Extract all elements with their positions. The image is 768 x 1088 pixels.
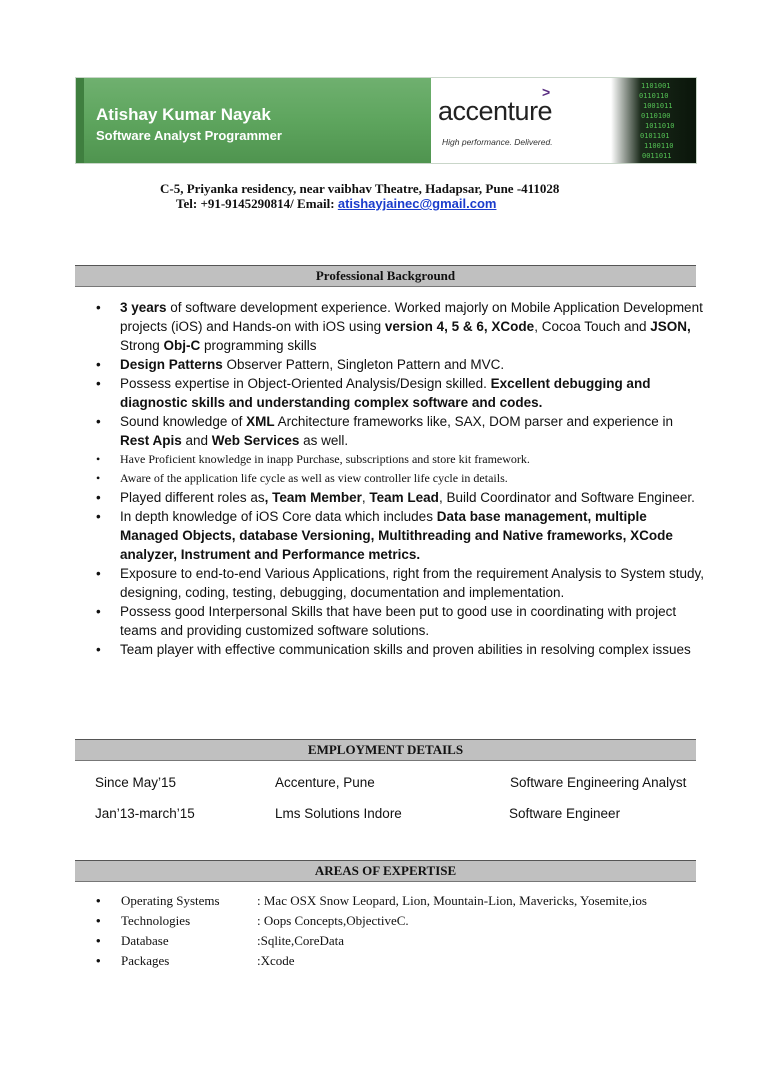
list-item: • Team player with effective communication skills and proven abilities in resolving complex issues bbox=[96, 640, 706, 659]
email-link[interactable]: atishayjainec@gmail.com bbox=[337, 196, 497, 211]
svg-text:1100110: 1100110 bbox=[644, 142, 674, 150]
list-item bbox=[96, 933, 345, 953]
list-item: • Possess expertise in Object-Oriented Analysis/Design skilled. Excellent debugging and diagnostic skills and understanding complex software and codes. bbox=[96, 374, 706, 412]
list-item: • In depth knowledge of iOS Core data which includes Data base management, multiple Managed Objects, database Versioning, Multithreading and Native frameworks, XCode analyzer, Instrument and Performance metrics. bbox=[96, 507, 706, 564]
expertise-key: • Database bbox=[121, 933, 169, 948]
candidate-name: Atishay Kumar Nayak bbox=[96, 105, 271, 124]
svg-text:0110100: 0110100 bbox=[641, 112, 671, 120]
expertise-value: :Sqlite,CoreData bbox=[257, 933, 345, 948]
banner-green-panel bbox=[76, 78, 431, 163]
list-item: • 3 years of software development experience. Worked majorly on Mobile Application Development projects (iOS) and Hands-on with iOS using version 4, 5 & 6, XCode, Cocoa Touch and JSON, Strong Obj-C programming skills bbox=[96, 298, 706, 355]
employment-title: Software Engineering Analyst bbox=[510, 775, 687, 790]
contact-line bbox=[176, 196, 496, 212]
expertise-list bbox=[96, 893, 647, 973]
list-item bbox=[96, 953, 295, 973]
list-item: • Played different roles as, Team Member, Team Lead, Build Coordinator and Software Engineer. bbox=[96, 488, 706, 507]
list-item bbox=[96, 893, 647, 913]
accenture-tagline: High performance. Delivered. bbox=[442, 137, 553, 147]
expertise-key: • Packages bbox=[121, 953, 170, 968]
list-item: • Design Patterns Observer Pattern, Singleton Pattern and MVC. bbox=[96, 355, 706, 374]
banner-left-stripe bbox=[76, 78, 84, 163]
accenture-logo: accenture bbox=[438, 96, 553, 126]
candidate-role: Software Analyst Programmer bbox=[96, 128, 282, 143]
expertise-value: :Xcode bbox=[257, 953, 295, 968]
employment-company: Accenture, Pune bbox=[275, 775, 375, 790]
areas-of-expertise-heading: AREAS OF EXPERTISE bbox=[75, 860, 696, 882]
employment-title: Software Engineer bbox=[509, 806, 621, 821]
employment-period: Jan’13-march’15 bbox=[95, 806, 195, 821]
employment-details-heading: EMPLOYMENT DETAILS bbox=[75, 739, 696, 761]
svg-text:0101101: 0101101 bbox=[640, 132, 670, 140]
employment-company: Lms Solutions Indore bbox=[275, 806, 402, 821]
list-item: • Possess good Interpersonal Skills that have been put to good use in coordinating with project teams and providing customized software solutions. bbox=[96, 602, 706, 640]
binary-matrix-icon bbox=[611, 78, 696, 163]
binary-matrix-graphic bbox=[611, 78, 696, 163]
list-item: • Aware of the application life cycle as well as view controller life cycle in details. bbox=[96, 469, 706, 488]
header-banner bbox=[75, 77, 697, 164]
expertise-key: • Technologies bbox=[121, 913, 191, 928]
svg-text:1101001: 1101001 bbox=[641, 82, 671, 90]
accenture-logo-mark: > bbox=[542, 84, 551, 100]
address-line: C-5, Priyanka residency, near vaibhav Theatre, Hadapsar, Pune -411028 bbox=[160, 181, 560, 196]
expertise-value: : Oops Concepts,ObjectiveC. bbox=[257, 913, 409, 928]
svg-text:1011010: 1011010 bbox=[645, 122, 675, 130]
svg-text:0110110: 0110110 bbox=[639, 92, 669, 100]
list-item bbox=[96, 913, 409, 933]
svg-text:0011011: 0011011 bbox=[642, 152, 672, 160]
list-item: • Exposure to end-to-end Various Applications, right from the requirement Analysis to System study, designing, coding, testing, debugging, documentation and implementation. bbox=[96, 564, 706, 602]
expertise-value: : Mac OSX Snow Leopard, Lion, Mountain-Lion, Mavericks, Yosemite,ios bbox=[257, 893, 647, 908]
expertise-key: • Operating Systems bbox=[121, 893, 220, 908]
phone-text: Tel: +91-9145290814/ Email: bbox=[176, 196, 338, 211]
professional-background-heading: Professional Background bbox=[75, 265, 696, 287]
background-list bbox=[96, 298, 706, 659]
list-item: • Sound knowledge of XML Architecture frameworks like, SAX, DOM parser and experience in Rest Apis and Web Services as well. bbox=[96, 412, 706, 450]
employment-period: Since May’15 bbox=[95, 775, 177, 790]
list-item: • Have Proficient knowledge in inapp Purchase, subscriptions and store kit framework. bbox=[96, 450, 706, 469]
svg-text:1001011: 1001011 bbox=[643, 102, 673, 110]
